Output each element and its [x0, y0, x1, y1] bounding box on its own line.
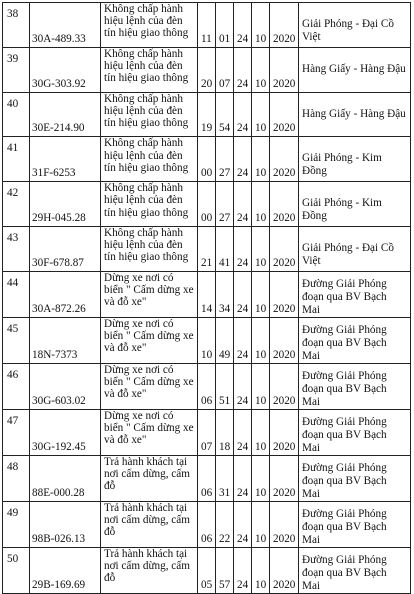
violation-month: 10	[252, 455, 270, 501]
violation-hour: 21	[198, 226, 216, 271]
violation-year: 2020	[270, 271, 299, 317]
violation-minute: 34	[216, 271, 234, 317]
violation-minute: 51	[216, 363, 234, 409]
violation-month: 10	[252, 547, 270, 593]
violation-minute: 57	[216, 547, 234, 593]
row-number: 38	[3, 3, 30, 48]
license-plate: 18N-7373	[30, 317, 101, 363]
violation-description: Dừng xe nơi có biển " Cấm dừng xe và đỗ xe"	[101, 363, 198, 409]
violation-day: 24	[234, 137, 252, 182]
violation-month: 10	[252, 137, 270, 182]
violation-year: 2020	[270, 455, 299, 501]
violation-year: 2020	[270, 317, 299, 363]
violation-description: Dừng xe nơi có biển " Cấm dừng xe và đỗ xe"	[101, 317, 198, 363]
violation-month: 10	[252, 317, 270, 363]
violation-location: Đường Giải Phóng đoạn qua BV Bạch Mai	[299, 271, 411, 317]
violation-month: 10	[252, 182, 270, 227]
violation-month: 10	[252, 409, 270, 455]
violation-day: 24	[234, 409, 252, 455]
row-number: 48	[3, 455, 30, 501]
violation-year: 2020	[270, 409, 299, 455]
violation-day: 24	[234, 455, 252, 501]
violation-year: 2020	[270, 547, 299, 593]
table-row	[3, 226, 411, 271]
violation-hour: 14	[198, 271, 216, 317]
license-plate: 30A-489.33	[30, 3, 101, 48]
table-row	[3, 547, 411, 593]
violation-hour: 19	[198, 92, 216, 137]
violation-day: 24	[234, 501, 252, 547]
violation-year: 2020	[270, 137, 299, 182]
violation-description: Dừng xe nơi có biển " Cấm dừng xe và đỗ xe"	[101, 409, 198, 455]
violation-day: 24	[234, 92, 252, 137]
row-number: 42	[3, 182, 30, 227]
violation-hour: 10	[198, 317, 216, 363]
violation-description: Không chấp hành hiệu lệnh của đèn tín hiệu giao thông	[101, 226, 198, 271]
table-body	[3, 3, 411, 594]
violation-description: Trả hành khách tại nơi cấm dừng, cấm đỗ	[101, 547, 198, 593]
table-row	[3, 47, 411, 92]
violation-hour: 00	[198, 182, 216, 227]
row-number: 43	[3, 226, 30, 271]
violation-location: Đường Giải Phóng đoạn qua BV Bạch Mai	[299, 547, 411, 593]
row-number: 47	[3, 409, 30, 455]
row-number: 46	[3, 363, 30, 409]
license-plate: 98B-026.13	[30, 501, 101, 547]
violation-location: Đường Giải Phóng đoạn qua BV Bạch Mai	[299, 363, 411, 409]
violation-location: Giải Phóng - Kim Đồng	[299, 182, 411, 227]
violation-month: 10	[252, 3, 270, 48]
table-row	[3, 501, 411, 547]
row-number: 49	[3, 501, 30, 547]
violation-description: Trả hành khách tại nơi cấm dừng, cấm đỗ	[101, 501, 198, 547]
violation-day: 24	[234, 3, 252, 48]
violation-minute: 18	[216, 409, 234, 455]
violation-description: Trả hành khách tại nơi cấm dừng, cấm đỗ	[101, 455, 198, 501]
license-plate: 30E-214.90	[30, 92, 101, 137]
license-plate: 30A-872.26	[30, 271, 101, 317]
license-plate: 88E-000.28	[30, 455, 101, 501]
violation-minute: 49	[216, 317, 234, 363]
violation-minute: 22	[216, 501, 234, 547]
violation-day: 24	[234, 226, 252, 271]
violation-minute: 27	[216, 182, 234, 227]
table-row	[3, 455, 411, 501]
violation-month: 10	[252, 47, 270, 92]
row-number: 39	[3, 47, 30, 92]
violations-table	[2, 2, 411, 594]
row-number: 45	[3, 317, 30, 363]
violation-year: 2020	[270, 363, 299, 409]
license-plate: 31F-6253	[30, 137, 101, 182]
violation-hour: 11	[198, 3, 216, 48]
violation-month: 10	[252, 92, 270, 137]
table-row	[3, 271, 411, 317]
violation-day: 24	[234, 271, 252, 317]
row-number: 40	[3, 92, 30, 137]
violation-day: 24	[234, 182, 252, 227]
license-plate: 30G-303.92	[30, 47, 101, 92]
violation-location: Hàng Giấy - Hàng Đậu	[299, 47, 411, 92]
violation-day: 24	[234, 547, 252, 593]
violation-location: Đường Giải Phóng đoạn qua BV Bạch Mai	[299, 501, 411, 547]
violation-day: 24	[234, 47, 252, 92]
table-row	[3, 317, 411, 363]
license-plate: 30F-678.87	[30, 226, 101, 271]
table-row	[3, 92, 411, 137]
violation-day: 24	[234, 363, 252, 409]
table-row	[3, 409, 411, 455]
license-plate: 29H-045.28	[30, 182, 101, 227]
violation-hour: 20	[198, 47, 216, 92]
violation-day: 24	[234, 317, 252, 363]
violation-description: Không chấp hành hiệu lệnh của đèn tín hiệu giao thông	[101, 47, 198, 92]
row-number: 50	[3, 547, 30, 593]
violation-year: 2020	[270, 501, 299, 547]
violation-minute: 41	[216, 226, 234, 271]
table-row	[3, 3, 411, 48]
violation-hour: 06	[198, 501, 216, 547]
violation-hour: 06	[198, 455, 216, 501]
violation-minute: 54	[216, 92, 234, 137]
license-plate: 29B-169.69	[30, 547, 101, 593]
violation-year: 2020	[270, 182, 299, 227]
violation-month: 10	[252, 271, 270, 317]
violation-minute: 31	[216, 455, 234, 501]
row-number: 44	[3, 271, 30, 317]
violation-month: 10	[252, 501, 270, 547]
violation-hour: 07	[198, 409, 216, 455]
table-row	[3, 182, 411, 227]
violation-year: 2020	[270, 226, 299, 271]
license-plate: 30G-192.45	[30, 409, 101, 455]
violation-year: 2020	[270, 92, 299, 137]
table-row	[3, 137, 411, 182]
violation-year: 2020	[270, 3, 299, 48]
violation-description: Không chấp hành hiệu lệnh của đèn tín hiệu giao thông	[101, 3, 198, 48]
violation-location: Hàng Giấy - Hàng Đậu	[299, 92, 411, 137]
table-row	[3, 363, 411, 409]
violation-location: Giải Phóng - Đại Cồ Việt	[299, 226, 411, 271]
violation-location: Đường Giải Phóng đoạn qua BV Bạch Mai	[299, 317, 411, 363]
violation-hour: 00	[198, 137, 216, 182]
violation-location: Đường Giải Phóng đoạn qua BV Bạch Mai	[299, 455, 411, 501]
violation-minute: 07	[216, 47, 234, 92]
violation-hour: 05	[198, 547, 216, 593]
license-plate: 30G-603.02	[30, 363, 101, 409]
violation-minute: 27	[216, 137, 234, 182]
violation-description: Không chấp hành hiệu lệnh của đèn tín hiệu giao thông	[101, 92, 198, 137]
violation-location: Giải Phóng - Kim Đồng	[299, 137, 411, 182]
row-number: 41	[3, 137, 30, 182]
violation-year: 2020	[270, 47, 299, 92]
violation-hour: 06	[198, 363, 216, 409]
violation-minute: 01	[216, 3, 234, 48]
violation-description: Không chấp hành hiệu lệnh của đèn tín hiệu giao thông	[101, 137, 198, 182]
violation-month: 10	[252, 363, 270, 409]
violation-month: 10	[252, 226, 270, 271]
violation-location: Đường Giải Phóng đoạn qua BV Bạch Mai	[299, 409, 411, 455]
violation-location: Giải Phóng - Đại Cồ Việt	[299, 3, 411, 48]
violation-description: Không chấp hành hiệu lệnh của đèn tín hiệu giao thông	[101, 182, 198, 227]
violation-description: Dừng xe nơi có biển " Cấm dừng xe và đỗ xe"	[101, 271, 198, 317]
